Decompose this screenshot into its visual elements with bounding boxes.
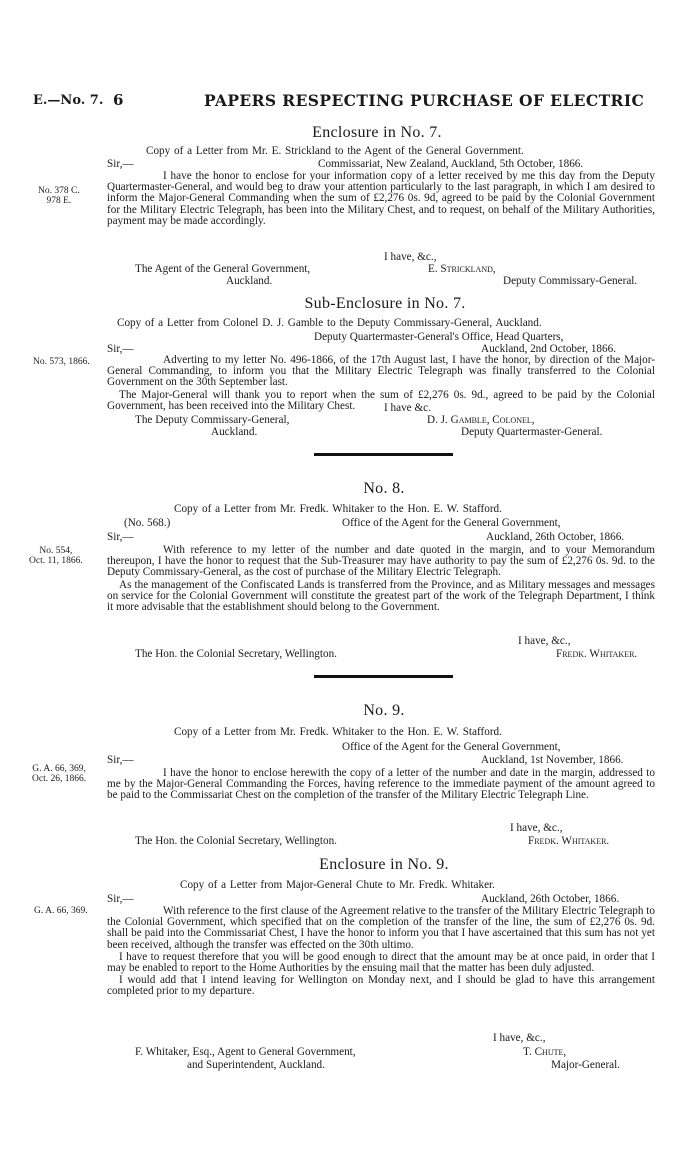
signer-name: D. J. Gamble, Colonel,: [427, 414, 535, 426]
letter-body: [107, 768, 655, 802]
paragraph: The Major-General will thank you to report when the sum of £2,276 0s. 9d., agreed to be paid by the Colonial Government, has been received into the Military Chest.: [107, 388, 655, 412]
salutation: Sir,—: [107, 531, 134, 543]
paragraph: As the management of the Confiscated Lands is transferred from the Province, and as Military messages and messages on service for the Colonial Government will constitute the greatest part of the work of the Telegraph Department, I think it more advisable that the establishment should belong to the Government.: [107, 578, 655, 614]
addressee: The Agent of the General Government,: [135, 263, 311, 275]
dateline: Auckland, 26th October, 1866.: [486, 531, 625, 543]
office-line: Office of the Agent for the General Government,: [342, 517, 561, 529]
paragraph: With reference to my letter of the number and date quoted in the margin, and to your Memorandum thereupon, I have the honor to request that the Sub-Treasurer may have authority to pay the sum of £2,276 0s. 9d. to the Deputy Commissary-General, as the cost of purchase of the Military Electric Telegraph.: [107, 544, 655, 579]
paragraph: I have the honor to enclose for your information copy of a letter received by me this day from the Deputy Quartermaster-General, and would beg to draw your attention particularly to the last paragraph, in which I am desired to inform the Major-General Commanding when the sum of £2,276 0s. 9d, agreed to be paid by the Colonial Government for the Military Electric Telegraph, has been into the Military Chest, and to request, on behalf of the Military Authorities, payment may be made accordingly.: [107, 170, 655, 227]
dateline: Auckland, 26th October, 1866.: [481, 893, 620, 905]
salutation: Sir,—: [107, 893, 134, 905]
closing: I have, &c.,: [384, 251, 437, 263]
signer-name: E. Strickland,: [428, 263, 496, 275]
closing: I have, &c.,: [493, 1032, 546, 1044]
section-divider: [314, 675, 453, 678]
signer-name: Fredk. Whitaker.: [556, 648, 638, 660]
page-number: 6: [113, 91, 124, 109]
copy-line: Copy of a Letter from Major-General Chute to Mr. Fredk. Whitaker.: [180, 879, 495, 891]
signer-name: Fredk. Whitaker.: [528, 835, 610, 847]
series-label: E.—No. 7.: [33, 93, 104, 108]
dateline: Auckland, 2nd October, 1866.: [481, 343, 617, 355]
addressee: F. Whitaker, Esq., Agent to General Government,: [135, 1046, 356, 1058]
dateline: Auckland, 1st November, 1866.: [481, 754, 624, 766]
paragraph: Adverting to my letter No. 496-1866, of the 17th August last, I have the honor, by direction of the Major-General Commanding, to inform you that the Military Electric Telegraph was finally transferred to the Colonial Government on the 30th September last.: [107, 354, 655, 389]
addressee: The Hon. the Colonial Secretary, Wellington.: [135, 648, 337, 660]
dateline: Commissariat, New Zealand, Auckland, 5th October, 1866.: [318, 158, 584, 170]
section-heading: Sub-Enclosure in No. 7.: [304, 295, 466, 312]
office-line: Office of the Agent for the General Government,: [342, 741, 561, 753]
page-title: PAPERS RESPECTING PURCHASE OF ELECTRIC: [204, 91, 645, 110]
paragraph: With reference to the first clause of the Agreement relative to the transfer of the Military Electric Telegraph to the Colonial Government, which specified that on the completion of the transfer of the line, the sum of £2,276 0s. 9d. shall be paid into the Commissariat Chest, I have the honor to inform you that I have ascertained that this sum has not yet been received, although the transfer was effected on the 30th ultimo.: [107, 905, 655, 951]
letter-body: [107, 171, 655, 227]
copy-line: Copy of a Letter from Mr. E. Strickland to the Agent of the General Government.: [146, 145, 524, 157]
closing: I have, &c.,: [518, 635, 571, 647]
addressee-place: Auckland.: [226, 275, 273, 287]
margin-note: G. A. 66, 369.: [34, 906, 88, 916]
margin-note: No. 573, 1866.: [33, 357, 90, 367]
closing: I have, &c.,: [510, 822, 563, 834]
salutation: Sir,—: [107, 158, 134, 170]
addressee-detail: and Superintendent, Auckland.: [187, 1059, 325, 1071]
signer-title: Major-General.: [551, 1059, 621, 1071]
closing: I have &c.: [384, 402, 431, 414]
margin-note: No. 554, Oct. 11, 1866.: [29, 546, 83, 566]
section-heading: Enclosure in No. 7.: [312, 124, 442, 141]
signer-name: T. Chute,: [523, 1046, 567, 1058]
section-heading: Enclosure in No. 9.: [319, 856, 449, 873]
section-heading: No. 8.: [363, 480, 405, 497]
letter-ref: (No. 568.): [124, 517, 171, 529]
copy-line: Copy of a Letter from Colonel D. J. Gamble to the Deputy Commissary-General, Auckland.: [117, 317, 542, 329]
margin-note: No. 378 C. 978 E.: [38, 186, 80, 206]
office-line: Deputy Quartermaster-General's Office, Head Quarters,: [314, 331, 564, 343]
signer-title: Deputy Quartermaster-General.: [461, 426, 603, 438]
section-divider: [314, 453, 453, 456]
paragraph: I have the honor to enclose herewith the copy of a letter of the number and date in the margin, addressed to me by the Major-General Commanding the Forces, having reference to the immediate payment of the amount agreed to be paid to the Commissariat Chest on the completion of the transfer of the Military Electric Telegraph Line.: [107, 767, 655, 802]
signer-title: Deputy Commissary-General.: [503, 275, 638, 287]
paragraph: I have to request therefore that you will be good enough to direct that the amount may be at once paid, in order that I may be enabled to report to the Home Authorities by the ensuing mail that the matter has been duly adjusted.: [107, 950, 655, 975]
letter-body: [107, 355, 655, 412]
paragraph: I would add that I intend leaving for Wellington on Monday next, and I should be glad to have this arrangement completed prior to my departure.: [107, 974, 655, 998]
salutation: Sir,—: [107, 754, 134, 766]
addressee: The Deputy Commissary-General,: [135, 414, 290, 426]
margin-note: G. A. 66, 369, Oct. 26, 1866.: [32, 764, 87, 784]
section-heading: No. 9.: [363, 702, 405, 719]
letter-body: [107, 545, 655, 613]
addressee: The Hon. the Colonial Secretary, Wellington.: [135, 835, 337, 847]
addressee-place: Auckland.: [211, 426, 258, 438]
salutation: Sir,—: [107, 343, 134, 355]
letter-body: [107, 906, 655, 998]
copy-line: Copy of a Letter from Mr. Fredk. Whitaker to the Hon. E. W. Stafford.: [174, 503, 502, 515]
copy-line: Copy of a Letter from Mr. Fredk. Whitaker to the Hon. E. W. Stafford.: [174, 726, 502, 738]
